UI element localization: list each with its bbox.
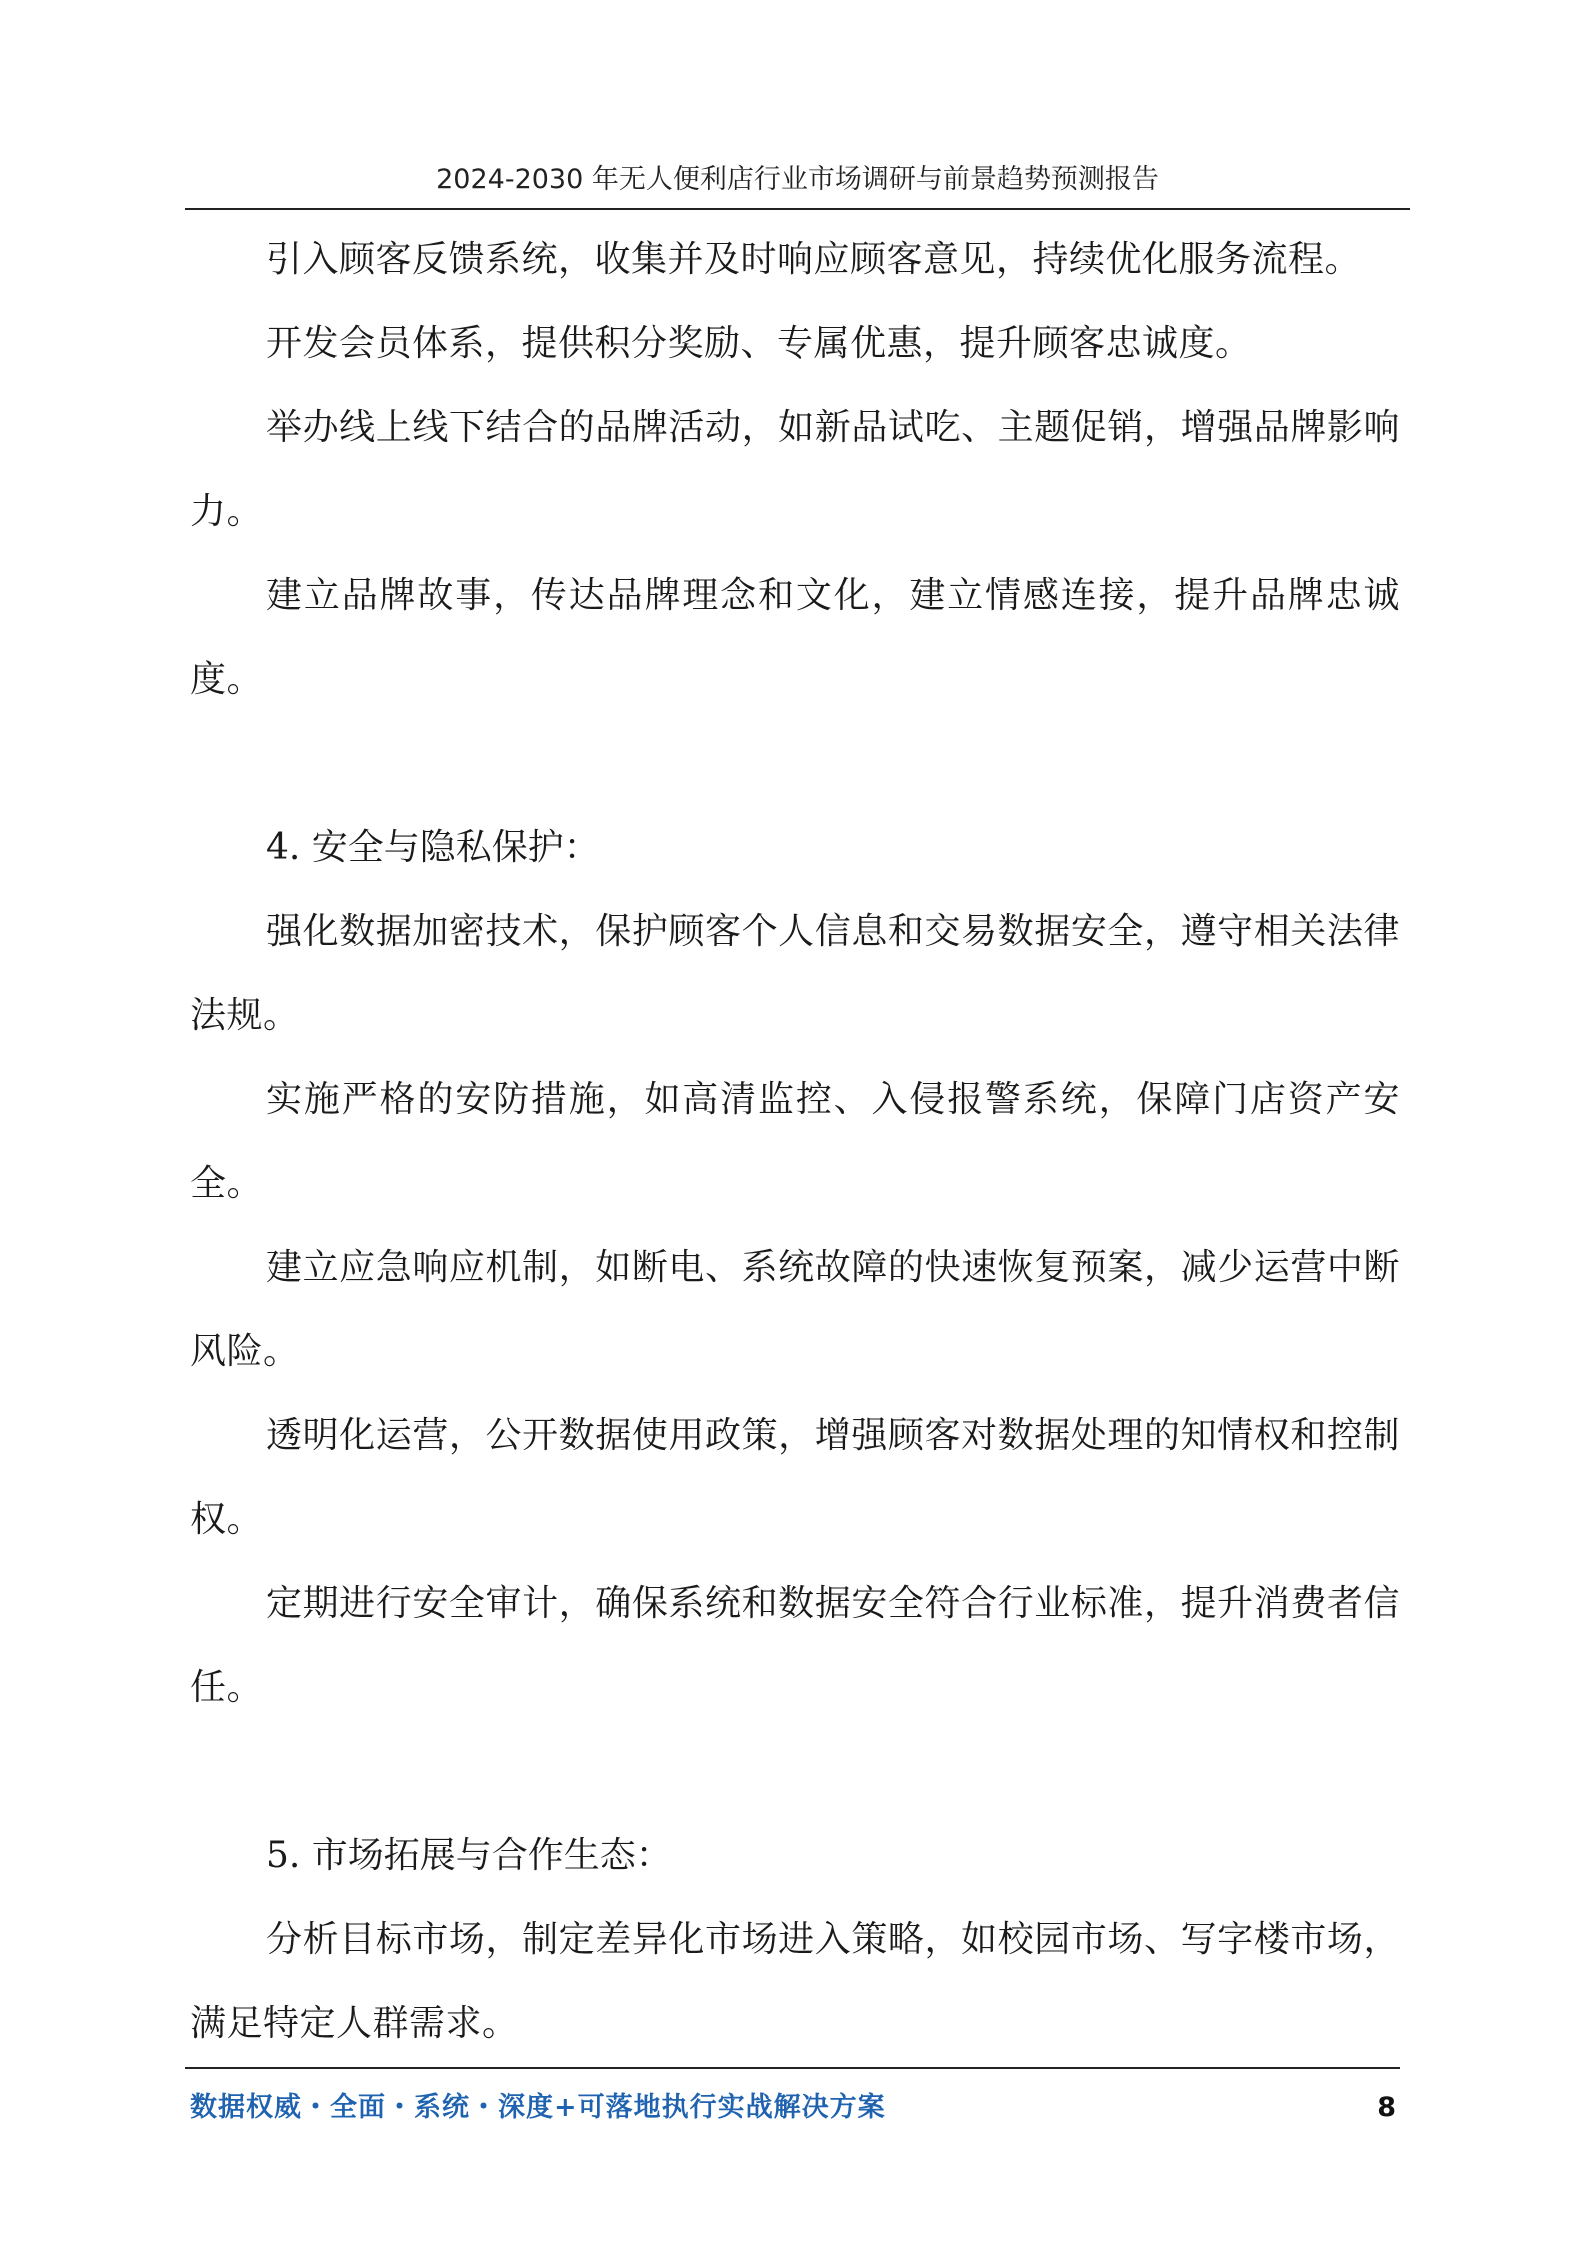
- paragraph-emergency-response: 建立应急响应机制，如断电、系统故障的快速恢复预案，减少运营中断风险。: [190, 1247, 1400, 1372]
- paragraph-data-encryption: 强化数据加密技术，保护顾客个人信息和交易数据安全，遵守相关法律法规。: [190, 911, 1400, 1036]
- paragraph-feedback-system: 引入顾客反馈系统，收集并及时响应顾客意见，持续优化服务流程。: [266, 239, 1362, 280]
- page-number: 8: [1377, 2092, 1396, 2123]
- header-divider: [185, 208, 1410, 210]
- paragraph-transparency: 透明化运营，公开数据使用政策，增强顾客对数据处理的知情权和控制权。: [190, 1415, 1400, 1540]
- paragraph-brand-story: 建立品牌故事，传达品牌理念和文化，建立情感连接，提升品牌忠诚度。: [190, 575, 1400, 700]
- section-heading-market-expansion: 5. 市场拓展与合作生态：: [266, 1835, 672, 1876]
- paragraph-target-market: 分析目标市场，制定差异化市场进入策略，如校园市场、写字楼市场，满足特定人群需求。: [190, 1919, 1400, 2044]
- section-heading-security: 4. 安全与隐私保护：: [266, 827, 600, 868]
- paragraph-brand-activities: 举办线上线下结合的品牌活动，如新品试吃、主题促销，增强品牌影响力。: [190, 407, 1400, 532]
- document-body: [190, 218, 1400, 2066]
- page-header-title: 2024-2030 年无人便利店行业市场调研与前景趋势预测报告: [436, 164, 1159, 195]
- paragraph-membership: 开发会员体系，提供积分奖励、专属优惠，提升顾客忠诚度。: [266, 323, 1252, 364]
- footer-divider: [185, 2067, 1400, 2069]
- paragraph-security-audit: 定期进行安全审计，确保系统和数据安全符合行业标准，提升消费者信任。: [190, 1583, 1400, 1708]
- footer-slogan: 数据权威・全面・系统・深度+可落地执行实战解决方案: [190, 2092, 886, 2123]
- paragraph-security-measures: 实施严格的安防措施，如高清监控、入侵报警系统，保障门店资产安全。: [190, 1079, 1400, 1204]
